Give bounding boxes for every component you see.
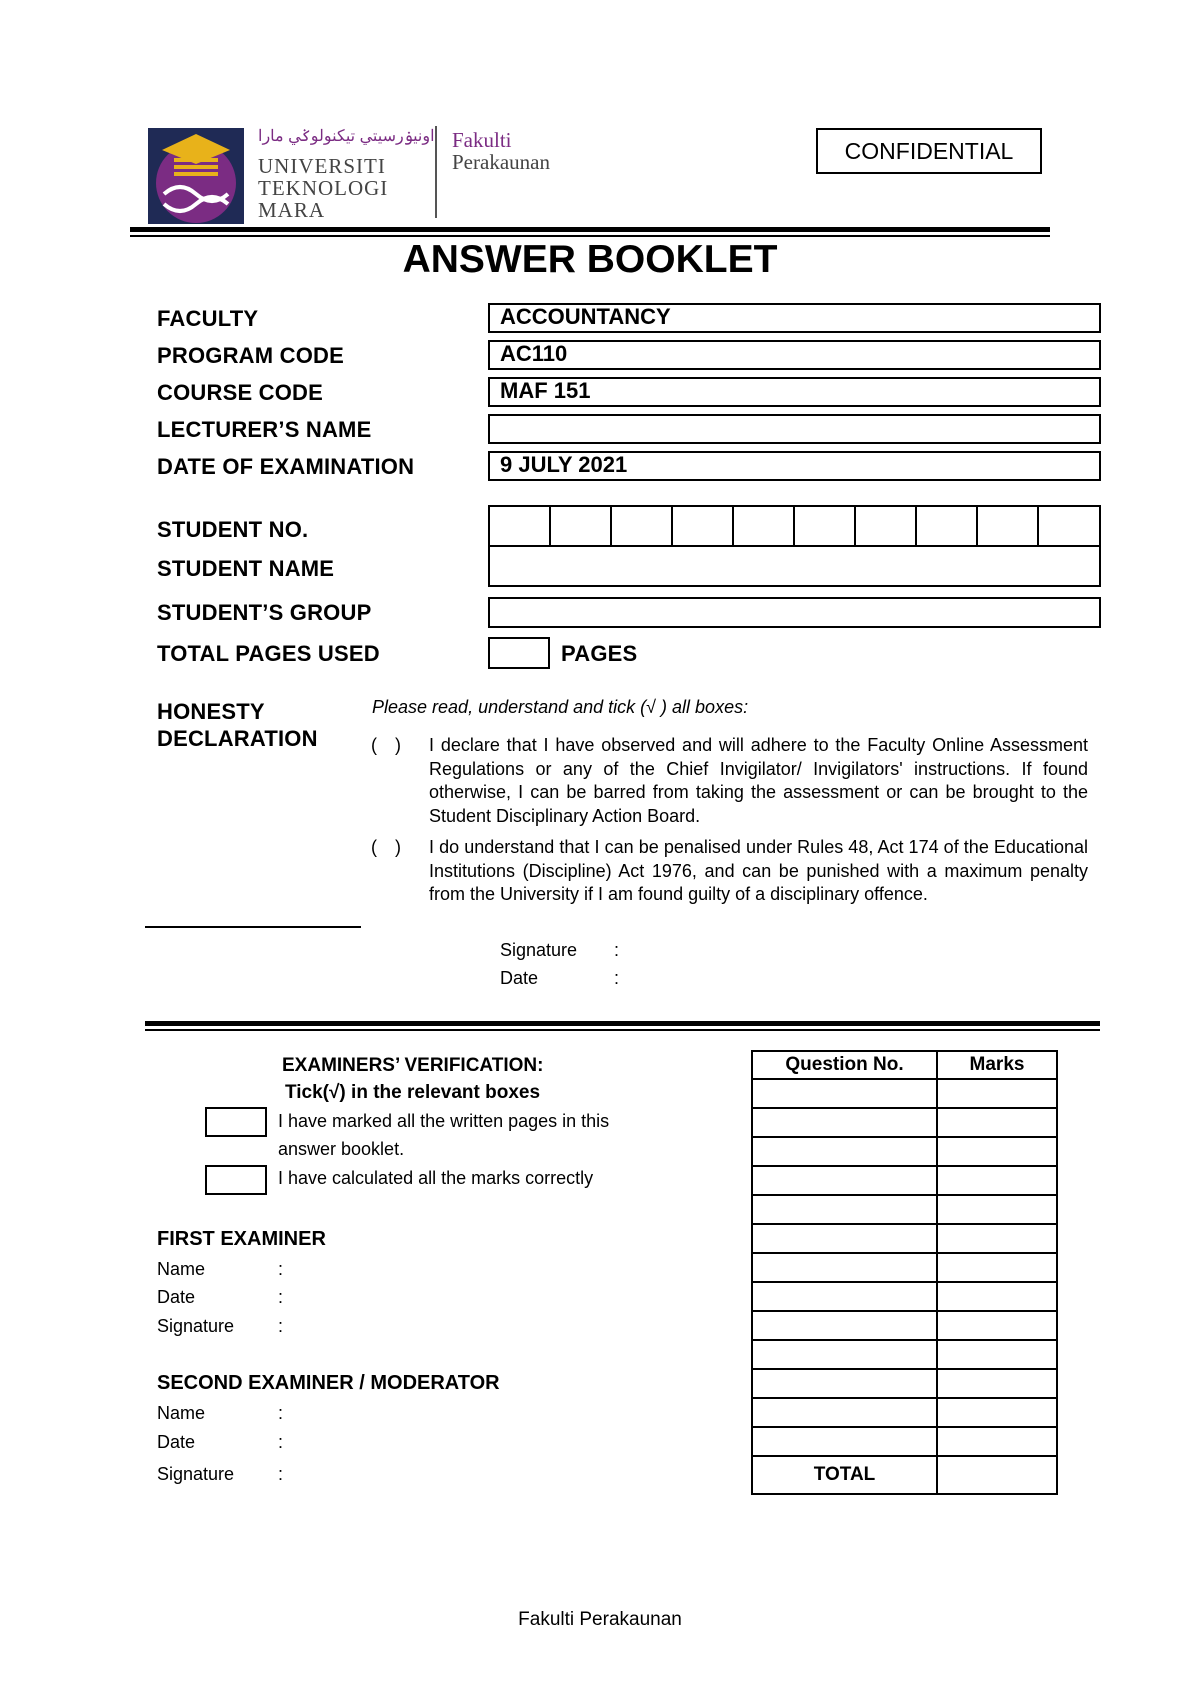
student-no-field[interactable] [488, 505, 1101, 547]
verify-marked-text-1: I have marked all the written pages in this [278, 1111, 610, 1131]
verify-calculated-text: I have calculated all the marks correctly [278, 1168, 594, 1188]
second-examiner-date-label: Date [157, 1432, 196, 1452]
table-row[interactable] [752, 1079, 1057, 1108]
declaration-1-tick-box[interactable] [371, 735, 407, 756]
table-row[interactable] [752, 1166, 1057, 1195]
tick-open-paren: ( [371, 735, 377, 755]
second-examiner-date-colon: : [278, 1432, 284, 1452]
honesty-date-label: Date [500, 968, 539, 988]
marks-cell[interactable] [937, 1369, 1057, 1398]
table-row[interactable] [752, 1224, 1057, 1253]
header-rule-thin [130, 235, 1050, 237]
tick-open-paren: ( [371, 837, 377, 857]
second-examiner-signature-colon: : [278, 1464, 284, 1484]
marks-cell[interactable] [937, 1427, 1057, 1456]
student-name-field[interactable] [488, 545, 1101, 587]
first-examiner-signature-label: Signature [157, 1316, 235, 1336]
declaration-2-tick-box[interactable] [371, 837, 407, 858]
marks-cell[interactable] [937, 1398, 1057, 1427]
student-no-cell-divider [671, 507, 673, 545]
question-cell[interactable] [752, 1079, 937, 1108]
table-row[interactable] [752, 1369, 1057, 1398]
course-code-value: MAF 151 [500, 378, 591, 403]
table-row[interactable] [752, 1340, 1057, 1369]
student-no-cell-divider [976, 507, 978, 545]
marks-header: Marks [937, 1051, 1057, 1079]
honesty-signature-label: Signature [500, 940, 578, 960]
first-examiner-date-label: Date [157, 1287, 196, 1307]
first-examiner-title: FIRST EXAMINER [157, 1228, 326, 1250]
question-cell[interactable] [752, 1427, 937, 1456]
course-code-label: COURSE CODE [157, 380, 323, 405]
question-cell[interactable] [752, 1137, 937, 1166]
first-examiner-signature-colon: : [278, 1316, 284, 1336]
verify-marked-checkbox[interactable] [205, 1107, 267, 1137]
verification-instruction: Tick(√) in the relevant boxes [285, 1082, 541, 1103]
question-cell[interactable] [752, 1340, 937, 1369]
question-cell[interactable] [752, 1282, 937, 1311]
faculty-value: ACCOUNTANCY [500, 304, 671, 329]
second-examiner-name-colon: : [278, 1403, 284, 1423]
declaration-2-text: I do understand that I can be penalised under Rules 48, Act 174 of the Educational Institutions (Discipline) Act 1976, and can be punished with a maximum penalty from the University if I am found guilty of a disciplinary offence. [429, 837, 1088, 904]
student-no-cell-divider [549, 507, 551, 545]
table-row[interactable] [752, 1311, 1057, 1340]
honesty-title-line-2: DECLARATION [157, 726, 318, 751]
student-no-cell-divider [732, 507, 734, 545]
total-marks-cell[interactable] [937, 1456, 1057, 1494]
marks-cell[interactable] [937, 1311, 1057, 1340]
marks-table [751, 1050, 1058, 1495]
verify-calculated-checkbox[interactable] [205, 1165, 267, 1195]
student-name-label: STUDENT NAME [157, 556, 335, 581]
faculty-logo-line-1: Fakulti [452, 128, 512, 152]
first-examiner-name-colon: : [278, 1259, 284, 1279]
faculty-field[interactable] [488, 303, 1101, 333]
table-row[interactable] [752, 1137, 1057, 1166]
header-rule-thick [130, 227, 1050, 232]
logo-univ-line-3: MARA [258, 198, 326, 222]
marks-cell[interactable] [937, 1137, 1057, 1166]
uitm-crest-icon [148, 128, 244, 224]
exam-date-field[interactable] [488, 451, 1101, 481]
honesty-date-colon: : [614, 968, 620, 988]
program-code-value: AC110 [500, 341, 568, 366]
honesty-title-line-1: HONESTY [157, 699, 265, 724]
lecturer-name-label: LECTURER’S NAME [157, 417, 372, 442]
honesty-signature-colon: : [614, 940, 620, 960]
faculty-logo-line-2: Perakaunan [452, 150, 550, 174]
section-rule-thick [145, 1021, 1100, 1026]
exam-date-label: DATE OF EXAMINATION [157, 454, 415, 479]
uitm-logo [148, 128, 448, 224]
question-cell[interactable] [752, 1253, 937, 1282]
program-code-field[interactable] [488, 340, 1101, 370]
second-examiner-signature-label: Signature [157, 1464, 235, 1484]
question-no-header: Question No. [752, 1051, 937, 1079]
section-rule-thin [145, 1029, 1100, 1031]
table-row[interactable] [752, 1282, 1057, 1311]
total-label: TOTAL [752, 1456, 937, 1494]
table-row[interactable] [752, 1195, 1057, 1224]
pages-suffix-label: PAGES [561, 641, 638, 666]
second-examiner-name-label: Name [157, 1403, 206, 1423]
marks-cell[interactable] [937, 1340, 1057, 1369]
logo-jawi-text: اونيۏرسيتي تيكنولوݢي مارا [258, 128, 435, 145]
question-cell[interactable] [752, 1369, 937, 1398]
total-pages-field[interactable] [488, 637, 550, 669]
footer-text: Fakulti Perakaunan [518, 1609, 682, 1630]
exam-date-value: 9 JULY 2021 [500, 452, 628, 477]
page-title: ANSWER BOOKLET [402, 238, 778, 281]
question-cell[interactable] [752, 1311, 937, 1340]
course-code-field[interactable] [488, 377, 1101, 407]
program-code-label: PROGRAM CODE [157, 343, 344, 368]
marks-cell[interactable] [937, 1282, 1057, 1311]
confidential-box [816, 128, 1042, 174]
total-pages-label: TOTAL PAGES USED [157, 641, 380, 666]
student-no-cell-divider [610, 507, 612, 545]
total-row [752, 1456, 1057, 1494]
question-cell[interactable] [752, 1195, 937, 1224]
marks-cell[interactable] [937, 1195, 1057, 1224]
lecturer-name-field[interactable] [488, 414, 1101, 444]
student-group-field[interactable] [488, 597, 1101, 628]
question-cell[interactable] [752, 1108, 937, 1137]
first-examiner-date-colon: : [278, 1287, 284, 1307]
marks-cell[interactable] [937, 1079, 1057, 1108]
table-row[interactable] [752, 1427, 1057, 1456]
honesty-instruction: Please read, understand and tick (√ ) all boxes: [372, 697, 749, 717]
student-group-label: STUDENT’S GROUP [157, 600, 372, 625]
confidential-label: CONFIDENTIAL [844, 138, 1014, 164]
marks-cell[interactable] [937, 1166, 1057, 1195]
table-row[interactable] [752, 1108, 1057, 1137]
table-row[interactable] [752, 1398, 1057, 1427]
second-examiner-title: SECOND EXAMINER / MODERATOR [157, 1372, 500, 1394]
first-examiner-name-label: Name [157, 1259, 206, 1279]
question-cell[interactable] [752, 1166, 937, 1195]
question-cell[interactable] [752, 1224, 937, 1253]
verification-title: EXAMINERS’ VERIFICATION: [282, 1055, 544, 1076]
student-no-cell-divider [793, 507, 795, 545]
marks-cell[interactable] [937, 1108, 1057, 1137]
logo-univ-line-1: UNIVERSITI [258, 154, 386, 178]
marks-table-header [752, 1051, 1057, 1079]
honesty-left-rule [145, 926, 361, 928]
marks-cell[interactable] [937, 1253, 1057, 1282]
marks-cell[interactable] [937, 1224, 1057, 1253]
table-row[interactable] [752, 1253, 1057, 1282]
tick-close-paren: ) [395, 837, 401, 857]
verify-marked-text-2: answer booklet. [278, 1139, 405, 1159]
student-no-label: STUDENT NO. [157, 517, 309, 542]
student-no-cell-divider [1037, 507, 1039, 545]
student-no-cell-divider [854, 507, 856, 545]
faculty-label: FACULTY [157, 306, 259, 331]
logo-univ-line-2: TEKNOLOGI [258, 176, 389, 200]
logo-divider [435, 126, 437, 218]
question-cell[interactable] [752, 1398, 937, 1427]
declaration-1-text: I declare that I have observed and will adhere to the Faculty Online Assessment Regulations or any of the Chief Invigilator/ Invigilators' instructions. If found otherwise, I can be barred from taking the assessment or can be brought to the Student Disciplinary Action Board. [429, 735, 1088, 826]
student-no-cell-divider [915, 507, 917, 545]
tick-close-paren: ) [395, 735, 401, 755]
